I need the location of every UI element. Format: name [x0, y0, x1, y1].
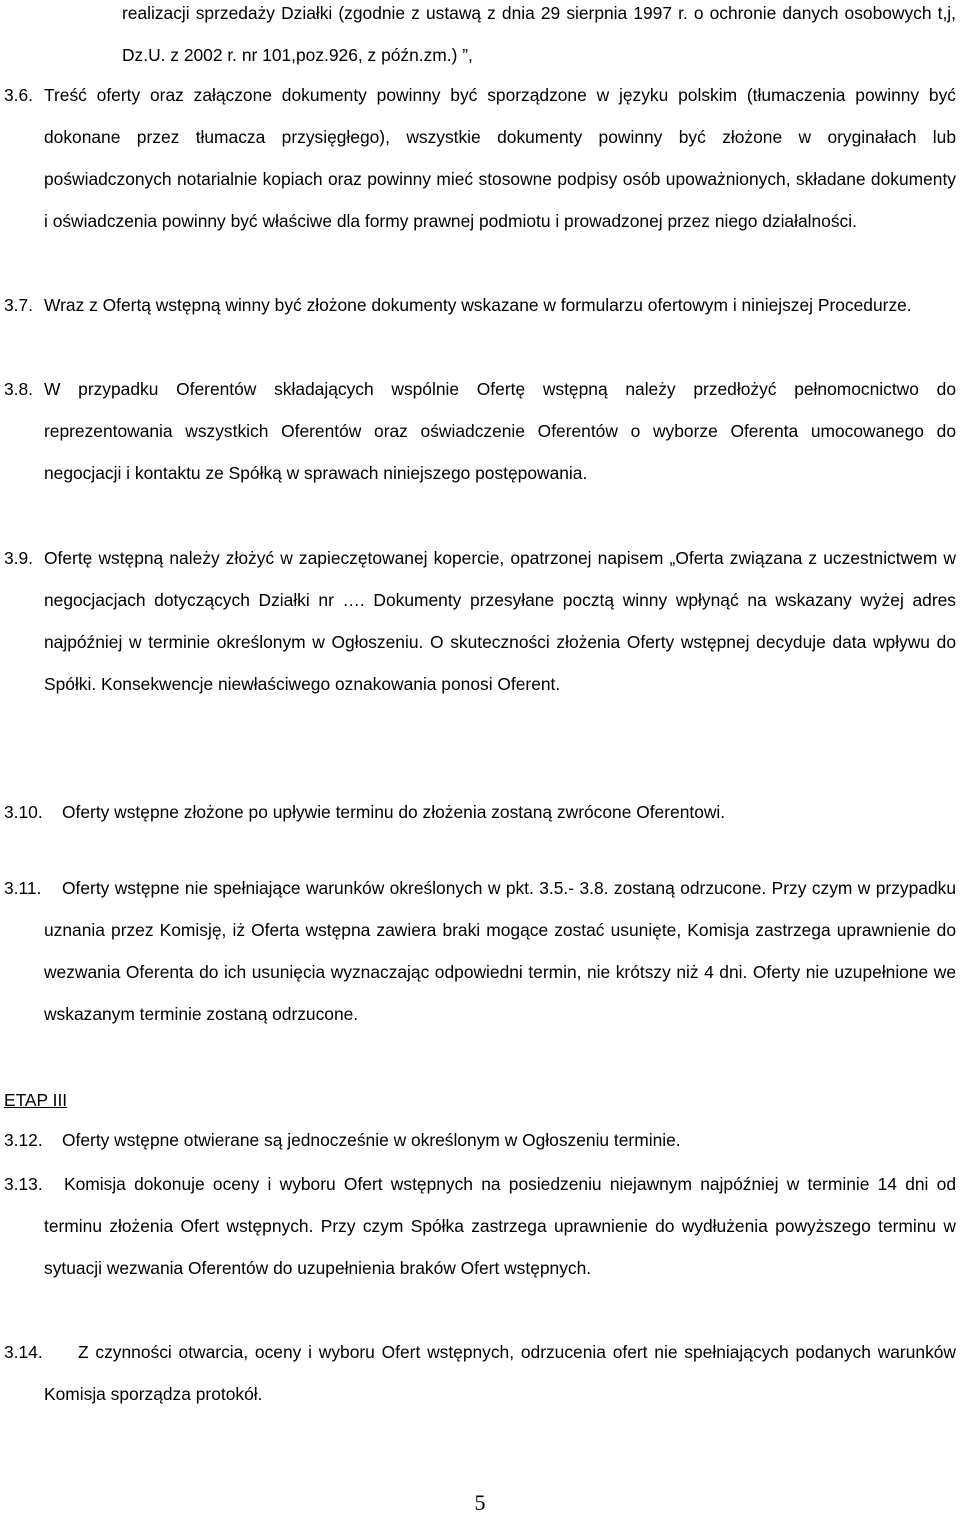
paragraph-3-13: Komisja dokonuje oceny i wyboru Ofert wstępnych na posiedzeniu niejawnym najpóźniej w terminie 14 dni od terminu złożenia Ofert wstępnych. Przy czym Spółka zastrzega uprawnienie do wydłużenia powyższego terminu w sytuacji wezwania Oferentów do uzupełnienia braków Ofert wstępnych. [44, 1174, 956, 1278]
continuation-paragraph: realizacji sprzedaży Działki (zgodnie z ustawą z dnia 29 sierpnia 1997 r. o ochronie danych osobowych t,j, Dz.U. z 2002 r. nr 101,poz.926, z późn.zm.) ”, [122, 3, 956, 65]
paragraph-number-3-7: 3.7. [4, 295, 34, 315]
paragraph-3-14: Z czynności otwarcia, oceny i wyboru Ofert wstępnych, odrzucenia ofert nie spełniających podanych warunków Komisja sporządza protokół. [44, 1342, 956, 1404]
paragraph-number-3-6: 3.6. [4, 85, 34, 105]
paragraph-number-3-9: 3.9. [4, 548, 34, 568]
paragraph-3-6: Treść oferty oraz załączone dokumenty powinny być sporządzone w języku polskim (tłumaczenia powinny być dokonane przez tłumacza przysięgłego), wszystkie dokumenty powinny być złożone w oryginałach lub poświadczonych notarialnie kopiach oraz powinny mieć stosowne podpisy osób upoważnionych, składane dokumenty i oświadczenia powinny być właściwe dla formy prawnej podmiotu i prowadzonej przez niego działalności. [44, 85, 956, 231]
paragraph-number-3-14: 3.14. [4, 1342, 43, 1362]
paragraph-3-10: Oferty wstępne złożone po upływie terminu do złożenia zostaną zwrócone Oferentowi. [62, 802, 726, 822]
paragraph-3-12: Oferty wstępne otwierane są jednocześnie w określonym w Ogłoszeniu terminie. [62, 1130, 681, 1150]
paragraph-number-3-8: 3.8. [4, 379, 34, 399]
paragraph-3-11: Oferty wstępne nie spełniające warunków określonych w pkt. 3.5.- 3.8. zostaną odrzucone. Przy czym w przypadku uznania przez Komisję, iż Oferta wstępna zawiera braki mogące zostać usunięte, Komisja zastrzega uprawnienie do wezwania Oferenta do ich usunięcia wyznaczając odpowiedni termin, nie krótszy niż 4 dni. Oferty nie uzupełnione we wskazanym terminie zostaną odrzucone. [44, 878, 956, 1024]
section-heading: ETAP III [4, 1090, 68, 1110]
paragraph-3-9: Ofertę wstępną należy złożyć w zapieczętowanej kopercie, opatrzonej napisem „Oferta związana z uczestnictwem w negocjacjach dotyczących Działki nr …. Dokumenty przesyłane pocztą winny wpłynąć na wskazany wyżej adres najpóźniej w terminie określonym w Ogłoszeniu. O skuteczności złożenia Oferty wstępnej decyduje data wpływu do Spółki. Konsekwencje niewłaściwego oznakowania ponosi Oferent. [44, 548, 956, 694]
paragraph-number-3-13: 3.13. [4, 1174, 43, 1194]
paragraph-3-7: Wraz z Ofertą wstępną winny być złożone dokumenty wskazane w formularzu ofertowym i niniejszej Procedurze. [44, 295, 912, 315]
paragraph-number-3-10: 3.10. [4, 802, 43, 822]
paragraph-number-3-11: 3.11. [4, 878, 42, 898]
paragraph-3-8: W przypadku Oferentów składających wspólnie Ofertę wstępną należy przedłożyć pełnomocnictwo do reprezentowania wszystkich Oferentów oraz oświadczenie Oferentów o wyborze Oferenta umocowanego do negocjacji i kontaktu ze Spółką w sprawach niniejszego postępowania. [44, 379, 956, 483]
paragraph-number-3-12: 3.12. [4, 1130, 43, 1150]
page-number: 5 [474, 1490, 486, 1515]
